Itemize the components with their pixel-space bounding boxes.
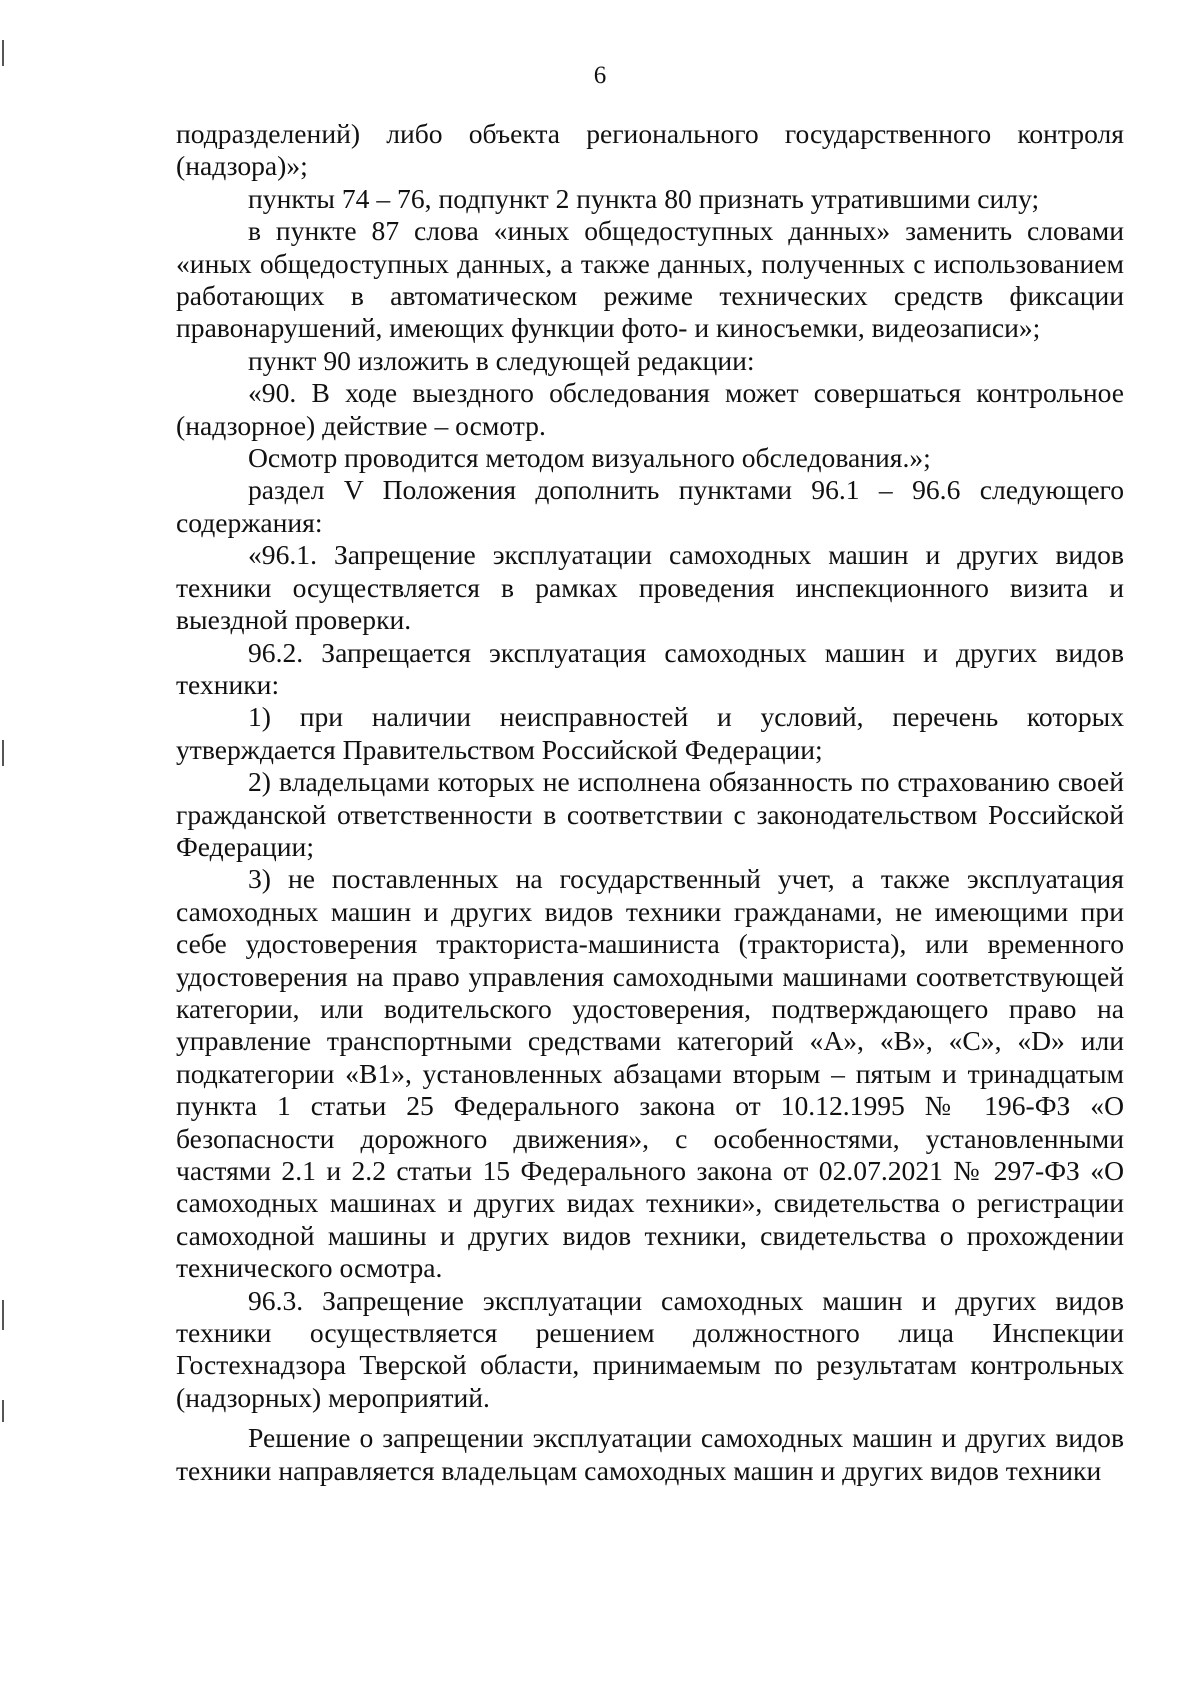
list-item: 1) при наличии неисправностей и условий, перечень которых утверждается Правительством Российской Федерации;	[176, 701, 1124, 765]
scan-edge-mark	[2, 1300, 4, 1330]
paragraph: пункты 74 – 76, подпункт 2 пункта 80 признать утратившими силу;	[248, 182, 1040, 214]
list-item: 3) не поставленных на государственный учет, а также эксплуатация самоходных машин и других видов техники гражданами, не имеющими при себе удостоверения тракториста-машиниста (тракториста), или временного удостоверения на право управления самоходными машинами соответствующей категории, или водительского удостоверения, подтверждающего право на управление транспортными средствами категорий «A», «B», «C», «D» или подкатегории «B1», установленных абзацами вторым – пятым и тринадцатым пункта 1 статьи 25 Федерального закона от 10.12.1995 № 196-ФЗ «О безопасности дорожного движения», с особенностями, установленными частями 2.1 и 2.2 статьи 15 Федерального закона от 02.07.2021 № 297-ФЗ «О самоходных машинах и других видах техники», свидетельства о регистрации самоходной машины и других видов техники, свидетельства о прохождении технического осмотра.	[176, 863, 1124, 1284]
paragraph: Осмотр проводится методом визуального обследования.»;	[248, 442, 931, 474]
paragraph: подразделений) либо объекта регионального государственного контроля (надзора)»;	[176, 118, 1124, 182]
paragraph: «96.1. Запрещение эксплуатации самоходных машин и других видов техники осуществляется в рамках проведения инспекционного визита и выездной проверки.	[176, 539, 1124, 636]
page-number: 6	[593, 62, 607, 89]
paragraph: раздел V Положения дополнить пунктами 96.1 – 96.6 следующего содержания:	[176, 474, 1124, 538]
paragraph: «90. В ходе выездного обследования может совершаться контрольное (надзорное) действие – осмотр.	[176, 377, 1124, 441]
scan-edge-mark	[2, 740, 4, 766]
paragraph: Решение о запрещении эксплуатации самоходных машин и других видов техники направляется владельцам самоходных машин и других видов техники	[176, 1422, 1124, 1486]
list-item: 2) владельцами которых не исполнена обязанность по страхованию своей гражданской ответственности в соответствии с законодательством Российской Федерации;	[176, 766, 1124, 862]
scan-edge-mark	[2, 1400, 4, 1422]
paragraph: 96.2. Запрещается эксплуатация самоходных машин и других видов техники:	[176, 636, 1124, 700]
paragraph: 96.3. Запрещение эксплуатации самоходных машин и других видов техники осуществляется решением должностного лица Инспекции Гостехнадзора Тверской области, принимаемым по результатам контрольных (надзорных) мероприятий.	[176, 1284, 1124, 1413]
document-body	[176, 118, 1124, 1487]
paragraph: пункт 90 изложить в следующей редакции:	[248, 344, 755, 376]
paragraph: в пункте 87 слова «иных общедоступных данных» заменить словами «иных общедоступных данных, а также данных, полученных с использованием работающих в автоматическом режиме технических средств фиксации правонарушений, имеющих функции фото- и киносъемки, видеозаписи»;	[176, 215, 1124, 344]
